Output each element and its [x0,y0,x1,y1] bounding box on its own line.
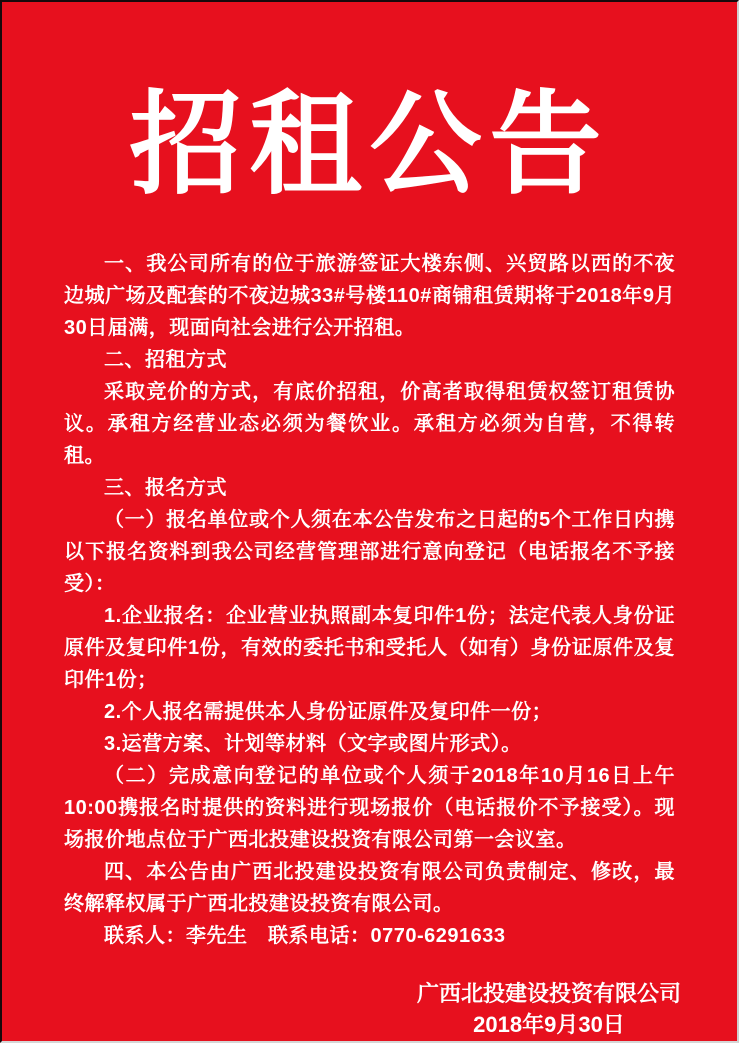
signature-inner [417,978,681,1040]
signature-date: 2018年9月30日 [473,1012,625,1037]
announcement-body [64,248,675,952]
paragraph-requirement-3: 3.运营方案、计划等材料（文字或图片形式）。 [104,733,522,755]
paragraph-section2-body: 采取竞价的方式，有底价招租，价高者取得租赁权签订租赁协议。承租方经营业态必须为餐饮业。承租方必须为自营，不得转租。 [64,381,675,467]
contact-line: 联系人：李先生 联系电话：0770-6291633 [104,925,506,947]
heading-section2: 二、招租方式 [104,349,227,371]
paragraph-section1: 一、我公司所有的位于旅游签证大楼东侧、兴贸路以西的不夜边城广场及配套的不夜边城33#号楼110#商铺租赁期将于2018年9月30日届满，现面向社会进行公开招租。 [64,253,675,339]
paragraph-section3-item1: （一）报名单位或个人须在本公告发布之日起的5个工作日内携以下报名资料到我公司经营管理部进行意向登记（电话报名不予接受）： [64,509,675,595]
heading-section3: 三、报名方式 [104,477,227,499]
poster-title: 招租公告 [129,79,610,210]
paragraph-requirement-1: 1.企业报名：企业营业执照副本复印件1份；法定代表人身份证原件及复印件1份，有效的委托书和受托人（如有）身份证原件及复印件1份； [64,605,675,691]
paragraph-requirement-2: 2.个人报名需提供本人身份证原件及复印件一份； [104,701,553,723]
signature-company: 广西北投建设投资有限公司 [416,981,681,1006]
paragraph-section3-item2: （二）完成意向登记的单位或个人须于2018年10月16日上午10:00携报名时提供的资料进行现场报价（电话报价不予接受）。现场报价地点位于广西北投建设投资有限公司第一会议室。 [64,765,675,851]
paragraph-section4: 四、本公告由广西北投建设投资有限公司负责制定、修改，最终解释权属于广西北投建设投资有限公司。 [64,861,675,915]
signature-block [2,978,737,1040]
